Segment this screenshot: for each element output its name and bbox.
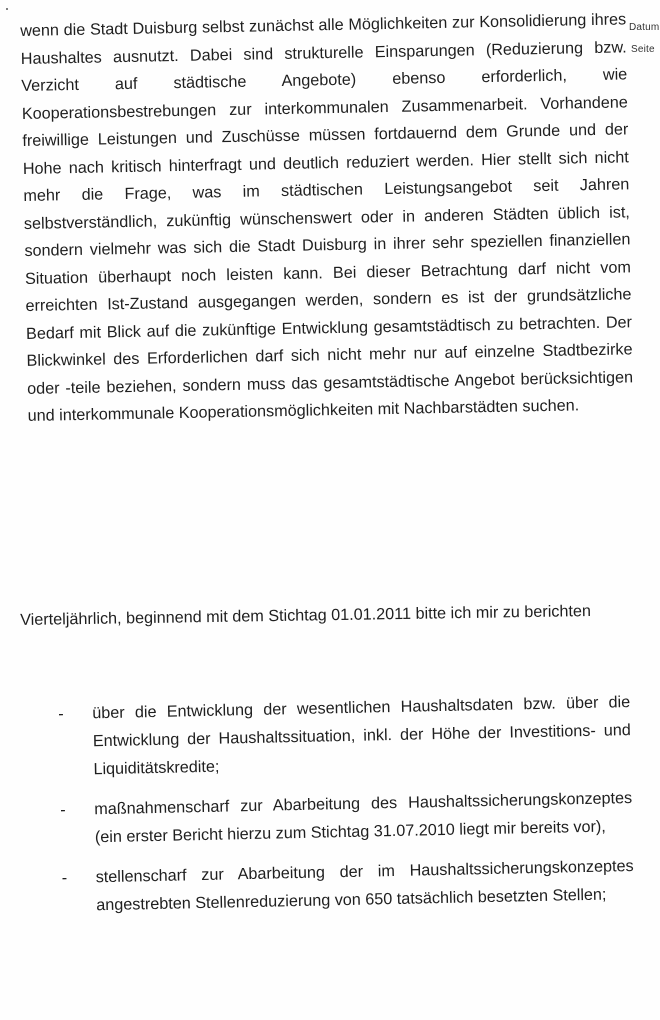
margin-seite-label: Seite [631,44,655,55]
scan-speck [6,8,8,10]
body-paragraph-reporting-intro: Vierteljährlich, beginnend mit dem Stichtag 01.01.2011 bitte ich mir zu berichten [20,602,592,629]
bullet-dash: - [61,868,68,887]
list-item [58,688,632,784]
list-item-text: maßnahmenscharf zur Abarbeitung des Haushaltssicherungskonzeptes (ein erster Bericht hierzu zum Stichtag 31.07.2010 liegt mir bereits vor), [94,788,633,847]
body-paragraph-consolidation: wenn die Stadt Duisburg selbst zunächst alle Möglichkeiten zur Konsolidierung ihres Haushaltes ausnutzt. Dabei sind strukturelle Einsparungen (Reduzierung bzw. Verzicht auf städtische Angebote) ebenso erforderlich, wie Kooperationsbestrebungen zur interkommunalen Zusammenarbeit. Vorhandene freiwillige Leistungen und Zuschüsse müssen fortdauernd dem Grunde und der Hohe nach kritisch hinterfragt und deutlich reduziert werden. Hier stellt sich nicht mehr die Frage, was im städtischen Leistungsangebot seit Jahren selbstverständlich, zukünftig wünschenswert oder in anderen Städten üblich ist, sondern vielmehr was sich die Stadt Duisburg in ihrer sehr speziellen finanziellen Situation überhaupt noch leisten kann. Bei dieser Betrachtung darf nicht vom erreichten Ist-Zustand ausgegangen werden, sondern es ist der grundsätzliche Bedarf mit Blick auf die zukünftige Entwicklung gesamtstädtisch zu betrachten. Der Blickwinkel des Erforderlichen darf sich nicht mehr nur auf einzelne Stadtbezirke oder -teile beziehen, sondern muss das gesamtstädtische Angebot berücksichtigen und interkommunale Kooperationsmöglichkeiten mit Nachbarstädten suchen. [20,10,634,425]
bullet-dash: - [58,704,64,723]
list-item [61,852,634,920]
list-item-text: über die Entwicklung der wesentlichen Haushaltsdaten bzw. über die Entwicklung der Haushaltssituation, inkl. der Höhe der Investitions- und Liquiditätskredite; [92,693,631,779]
margin-datum-label: Datum [629,22,660,33]
list-item-text: stellenscharf zur Abarbeitung der im Haushaltssicherungskonzeptes angestrebten Stellenreduzierung von 650 tatsächlich besetzten Stellen; [95,856,634,915]
bullet-dash: - [60,800,66,819]
list-item [60,784,633,852]
reporting-list [58,688,635,932]
